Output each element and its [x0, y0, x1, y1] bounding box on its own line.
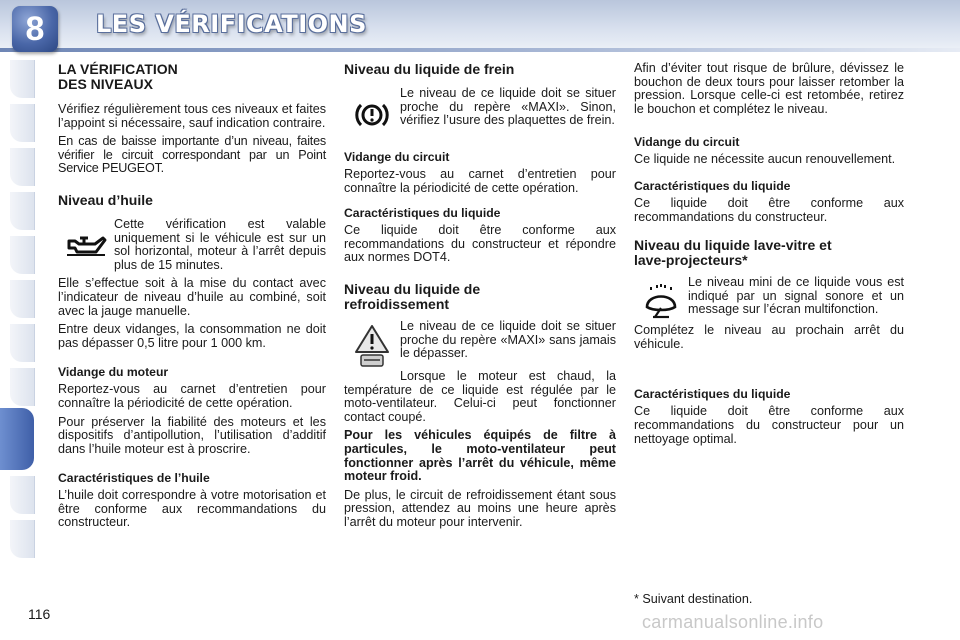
chapter-side-tabs	[0, 60, 34, 580]
coolant-block	[344, 320, 616, 370]
oil-level-heading: Niveau d’huile	[58, 191, 153, 208]
engine-drain-heading: Vidange du moteur	[58, 365, 169, 380]
washer-paragraph: Complétez le niveau au prochain arrêt du véhicule.	[634, 323, 904, 351]
oil-level-block	[58, 218, 326, 277]
column-middle	[344, 62, 616, 535]
coolant-drain-paragraph: Ce liquide ne nécessite aucun renouvellement.	[634, 152, 896, 167]
oil-spec-paragraph: L’huile doit correspondre à votre motorisation et être conforme aux recommandations du constructeur.	[58, 488, 326, 530]
side-tab[interactable]	[10, 148, 35, 186]
brake-fluid-heading: Niveau du liquide de frein	[344, 61, 515, 77]
coolant-heading-line1: Niveau du liquide de	[344, 280, 481, 297]
side-tab[interactable]	[10, 104, 35, 142]
coolant-paragraph: Lorsque le moteur est chaud, la température de ce liquide est régulée par le moto-ventilateur. Celui-ci peut fonctionner contact coupé.	[344, 368, 616, 424]
coolant-spec-heading: Caractéristiques du liquide	[634, 178, 791, 193]
footnote: * Suivant destination.	[634, 592, 753, 606]
washer-heading-line1: Niveau du liquide lave-vitre et	[634, 237, 832, 254]
page-title: LES VÉRIFICATIONS	[96, 10, 367, 38]
oil-can-icon	[58, 226, 114, 266]
column-left	[58, 62, 326, 535]
washer-block	[634, 276, 904, 324]
side-tab[interactable]	[10, 476, 35, 514]
brake-drain-heading: Vidange du circuit	[344, 150, 450, 164]
coolant-heading-line2: refroidissement	[344, 295, 450, 312]
brake-spec-paragraph: Ce liquide doit être conforme aux recommandations du constructeur et répondre aux normes DOT4.	[344, 223, 616, 265]
drain-paragraph: Pour préserver la fiabilité des moteurs et les dispositifs d’antipollution, l’utilisation d’additif dans l’huile moteur est à proscrire.	[58, 414, 326, 456]
washer-spec-paragraph: Ce liquide doit être conforme aux recommandations du constructeur pour un nettoyage optimal.	[634, 404, 904, 446]
coolant-fap-note: Pour les véhicules équipés de filtre à particules, le moto-ventilateur peut fonctionner après l’arrêt du véhicule, même moteur froid.	[344, 428, 616, 484]
coolant-drain-heading: Vidange du circuit	[634, 135, 740, 150]
washer-spec-heading: Caractéristiques du liquide	[634, 387, 791, 402]
section-title-line1: LA VÉRIFICATION	[58, 61, 178, 77]
side-tab[interactable]	[10, 280, 35, 318]
side-tab[interactable]	[10, 324, 35, 362]
brake-drain-paragraph: Reportez-vous au carnet d’entretien pour connaître la périodicité de cette opération.	[344, 167, 616, 195]
watermark: carmanualsonline.info	[642, 612, 824, 632]
coolant-paragraph: De plus, le circuit de refroidissement étant sous pression, attendez au moins une heure après l’arrêt du moteur pour intervenir.	[344, 487, 616, 529]
oil-paragraph: Entre deux vidanges, la consommation ne doit pas dépasser 0,5 litre pour 1 000 km.	[58, 322, 326, 350]
intro-paragraph: En cas de baisse importante d’un niveau, faites vérifier le circuit correspondant par un Point Service PEUGEOT.	[58, 134, 326, 176]
coolant-warning-icon	[344, 322, 400, 370]
side-tab[interactable]	[10, 520, 35, 558]
coolant-spec-paragraph: Ce liquide doit être conforme aux recommandations du constructeur.	[634, 195, 904, 224]
column-right	[634, 62, 904, 451]
chapter-badge: 8	[12, 6, 58, 52]
oil-spec-heading: Caractéristiques de l’huile	[58, 471, 210, 486]
drain-paragraph: Reportez-vous au carnet d’entretien pour connaître la périodicité de cette opération.	[58, 382, 326, 410]
washer-fluid-icon	[634, 278, 688, 324]
oil-paragraph: Cette vérification est valable uniquement si le véhicule est sur un sol horizontal, moteur à l’arrêt depuis plus de 15 minutes.	[114, 216, 326, 272]
washer-heading-line2: lave-projecteurs*	[634, 252, 748, 269]
oil-paragraph: Elle s’effectue soit à la mise du contact avec l’indicateur de niveau d’huile au combiné, soit avec la jauge manuelle.	[58, 276, 326, 318]
side-tab[interactable]	[10, 60, 35, 98]
side-tab[interactable]	[10, 192, 35, 230]
brake-paragraph: Le niveau de ce liquide doit se situer proche du repère «MAXI». Sinon, vérifiez l’usure des plaquettes de frein.	[400, 86, 616, 128]
brake-warning-icon	[344, 93, 400, 137]
intro-paragraph: Vérifiez régulièrement tous ces niveaux et faites l’appoint si nécessaire, sauf indication contraire.	[58, 102, 326, 130]
coolant-cap-paragraph: Afin d’éviter tout risque de brûlure, dévissez le bouchon de deux tours pour laisser retomber la pression. Lorsque celle-ci est retombée, retirez le bouchon et complétez le niveau.	[634, 61, 904, 116]
washer-paragraph: Le niveau mini de ce liquide vous est indiqué par un signal sonore et un message sur l’écran multifonction.	[688, 275, 904, 317]
side-tab[interactable]	[10, 368, 35, 406]
page-number: 116	[28, 606, 51, 622]
section-title-line2: DES NIVEAUX	[58, 76, 153, 92]
coolant-paragraph: Le niveau de ce liquide doit se situer proche du repère «MAXI» sans jamais le dépasser.	[400, 318, 616, 361]
brake-fluid-block	[344, 87, 616, 137]
side-tab[interactable]	[10, 236, 35, 274]
brake-spec-heading: Caractéristiques du liquide	[344, 206, 501, 221]
header-rule	[0, 48, 960, 52]
side-tab-active[interactable]	[0, 408, 34, 470]
